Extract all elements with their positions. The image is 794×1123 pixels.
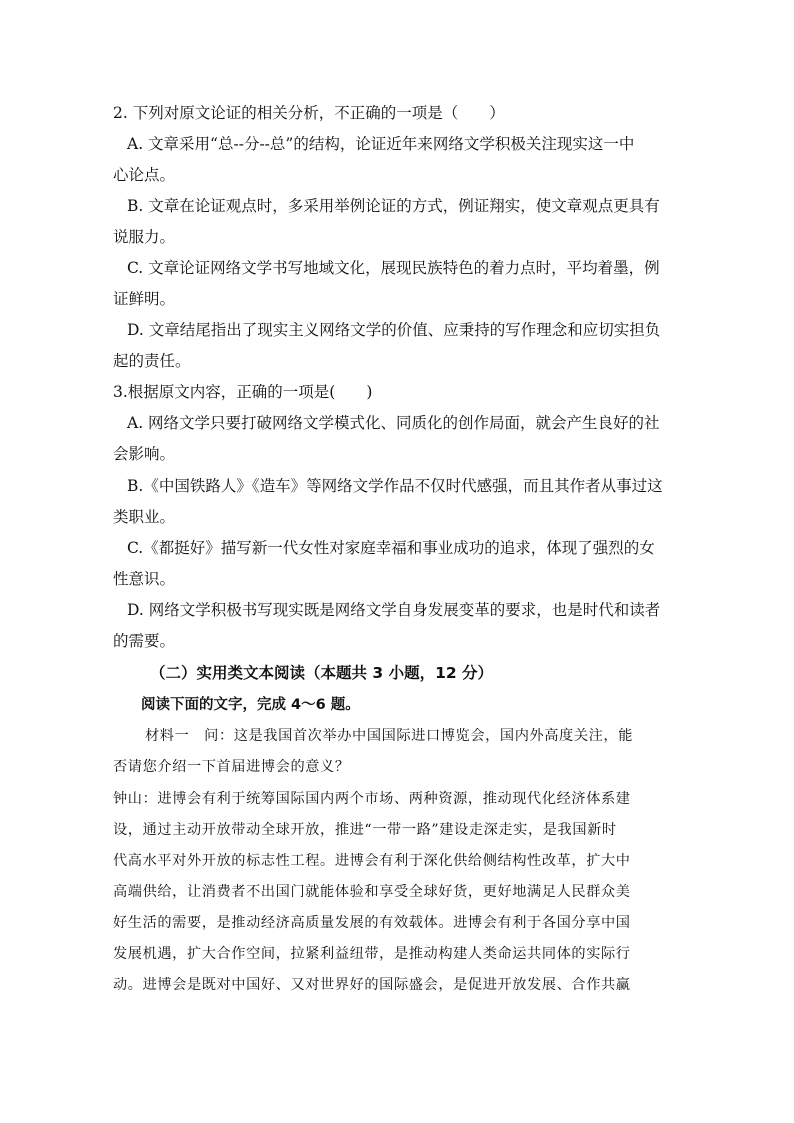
material-line-4: 设，通过主动开放带动全球开放，推进“一带一路”建设走深走实，是我国新时 — [113, 822, 617, 838]
question-2-option-a: A. 文章采用“总--分--总”的结构，论证近年来网络文学积极关注现实这一中 — [127, 135, 635, 153]
question-2-option-d: D. 文章结尾指出了现实主义网络文学的价值、应秉持的写作理念和应切实担负 — [127, 321, 661, 339]
reading-instruction: 阅读下面的文字，完成 4～6 题。 — [141, 697, 360, 713]
question-3-option-b-continued: 类职业。 — [113, 508, 176, 526]
question-3-stem: 3.根据原文内容，正确的一项是( ) — [113, 383, 373, 401]
question-2-option-a-continued: 心论点。 — [113, 166, 176, 184]
material-line-5: 代高水平对外开放的标志性工程。进博会有利于深化供给侧结构性改革，扩大中 — [113, 853, 631, 869]
question-3-option-c-continued: 性意识。 — [113, 570, 176, 588]
material-line-9: 动。进博会是既对中国好、又对世界好的国际盛会，是促进开放发展、合作共赢 — [113, 977, 631, 993]
question-2-option-d-continued: 起的责任。 — [113, 352, 191, 370]
material-line-2: 否请您介绍一下首届进博会的意义？ — [113, 759, 350, 775]
question-3-option-d: D. 网络文学积极书写现实既是网络文学自身发展变革的要求，也是时代和读者 — [127, 601, 661, 619]
material-line-7: 好生活的需要，是推动经济高质量发展的有效载体。进博会有利于各国分享中国 — [113, 915, 631, 931]
question-3-option-a: A. 网络文学只要打破网络文学模式化、同质化的创作局面，就会产生良好的社 — [127, 414, 660, 432]
question-2-option-b: B. 文章在论证观点时，多采用举例论证的方式，例证翔实，使文章观点更具有 — [127, 197, 660, 215]
material-line-1: 材料一 问：这是我国首次举办中国国际进口博览会，国内外高度关注，能 — [145, 728, 633, 744]
question-2-option-b-continued: 说服力。 — [113, 228, 176, 246]
question-3-option-a-continued: 会影响。 — [113, 445, 176, 463]
question-3-option-b: B.《中国铁路人》《造车》等网络文学作品不仅时代感强，而且其作者从事过这 — [127, 477, 663, 495]
material-line-8: 发展机遇，扩大合作空间，拉紧利益纽带，是推动构建人类命运共同体的实际行 — [113, 946, 631, 962]
section-heading: （二）实用类文本阅读（本题共 3 小题，12 分） — [150, 664, 494, 682]
question-2-stem: 2. 下列对原文论证的相关分析，不正确的一项是（ ） — [113, 104, 505, 122]
question-2-option-c: C. 文章论证网络文学书写地域文化，展现民族特色的着力点时，平均着墨，例 — [127, 259, 660, 277]
question-3-option-c: C.《都挺好》描写新一代女性对家庭幸福和事业成功的追求，体现了强烈的女 — [127, 539, 655, 557]
material-line-3: 钟山：进博会有利于统筹国际国内两个市场、两种资源，推动现代化经济体系建 — [113, 791, 631, 807]
question-2-option-c-continued: 证鲜明。 — [113, 290, 176, 308]
question-3-option-d-continued: 的需要。 — [113, 632, 176, 650]
material-line-6: 高端供给，让消费者不出国门就能体验和享受全球好货，更好地满足人民群众美 — [113, 884, 631, 900]
